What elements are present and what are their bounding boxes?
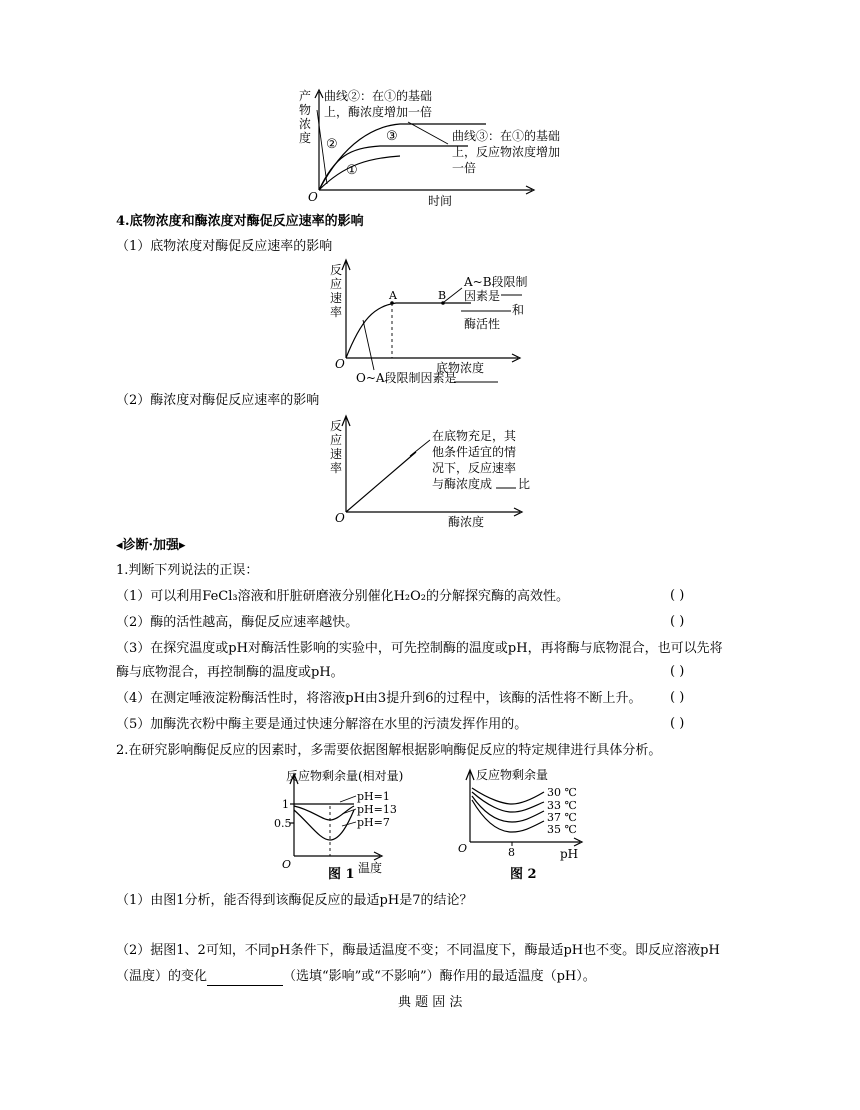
subheading-2: （2）酶浓度对酶促反应速率的影响 — [116, 393, 320, 408]
fig-enz-origin: O — [335, 511, 345, 525]
fig-sub-ylabel-3: 速 — [330, 291, 343, 305]
fig-enz-ylabel-1: 反 — [330, 419, 343, 433]
fig2-series-37: 37 ℃ — [547, 811, 577, 824]
figure-1 — [272, 768, 412, 876]
curve-label-2: ② — [326, 137, 338, 152]
fig1-xlabel: 温度 — [358, 861, 383, 875]
fig1-ytick-05: 0.5 — [274, 817, 292, 830]
note-enz-1: 在底物充足，其 — [432, 429, 517, 443]
q2-title: 2.在研究影响酶促反应的因素时，多需要依据图解根据影响酶促反应的特定规律进行具体分析。 — [116, 743, 662, 758]
curve-label-3: ③ — [386, 129, 398, 144]
enzyme-concentration-figure — [326, 414, 536, 530]
figure-2 — [456, 766, 596, 876]
fig1-caption: 图 1 — [328, 867, 355, 882]
q1-item-4: （4）在测定唾液淀粉酶活性时，将溶液pH由3提升到6的过程中，该酶的活性将不断上升。 — [116, 691, 642, 706]
fig2-series-33: 33 ℃ — [547, 799, 577, 812]
fig-top-ylabel-3: 浓 — [299, 117, 312, 131]
q1-paren-3: ( ) — [670, 664, 685, 679]
note-enz-5: 比 — [518, 477, 531, 491]
fig2-series-30: 30 ℃ — [547, 786, 577, 799]
fig1-ytick-1: 1 — [282, 798, 289, 811]
note-ab-line3: 酶活性 — [464, 317, 501, 331]
q1-title: 1.判断下列说法的正误： — [116, 563, 259, 578]
fig1-origin: O — [282, 858, 292, 871]
q1-paren-5: ( ) — [670, 716, 685, 731]
fig-sub-ylabel-4: 率 — [330, 305, 343, 319]
fig2-origin: O — [458, 842, 468, 855]
answer-blank[interactable] — [207, 971, 283, 986]
section-diagnosis: ◂诊断·加强▸ — [116, 538, 186, 553]
fig2-series-35: 35 ℃ — [547, 823, 577, 836]
q2-part2-line2 — [116, 968, 596, 986]
q2-part2-pre: （温度）的变化 — [116, 969, 208, 984]
q1-paren-4: ( ) — [670, 690, 685, 705]
heading-4: 4.底物浓度和酶浓度对酶促反应速率的影响 — [116, 214, 364, 229]
fig1-series-ph1: pH=1 — [357, 790, 390, 803]
fig2-ylabel: 反应物剩余量 — [476, 768, 549, 782]
note-ab-and: 和 — [512, 303, 525, 317]
subheading-1: （1）底物浓度对酶促反应速率的影响 — [116, 239, 333, 254]
note3-line3: 一倍 — [452, 161, 477, 175]
q1-item-3: （3）在探究温度或pH对酶活性影响的实验中，可先控制酶的温度或pH，再将酶与底物混合，也可以先将 — [116, 641, 723, 656]
product-concentration-figure — [290, 86, 590, 208]
fig2-xlabel: pH — [560, 847, 579, 861]
curve-label-1: ① — [346, 163, 358, 178]
q1-paren-2: ( ) — [670, 614, 685, 629]
fig-top-ylabel-1: 产 — [299, 89, 312, 103]
fig-sub-ylabel-1: 反 — [330, 263, 343, 277]
q1-item-3-cont: 酶与底物混合，再控制酶的温度或pH。 — [116, 665, 344, 680]
q2-part2-line1: （2）据图1、2可知，不同pH条件下，酶最适温度不变；不同温度下，酶最适pH也不变。即反应溶液pH — [116, 943, 720, 958]
q2-part2-post: （选填“影响”或“不影响”）酶作用的最适温度（pH）。 — [283, 969, 596, 984]
note-enz-4: 与酶浓度成 — [432, 477, 493, 491]
note-ab-line1: A~B段限制 — [464, 275, 528, 289]
substrate-concentration-figure — [326, 258, 546, 388]
q2-part1: （1）由图1分析，能否得到该酶促反应的最适pH是7的结论？ — [116, 893, 473, 908]
note-enz-3: 况下，反应速率 — [432, 461, 517, 475]
footer-heading: 典 题 固 法 — [398, 995, 463, 1010]
fig2-caption: 图 2 — [510, 867, 537, 882]
fig-top-xlabel: 时间 — [428, 194, 453, 208]
note2-line2: 上，酶浓度增加一倍 — [324, 105, 433, 119]
note-oa: O~A段限制因素是 — [356, 371, 457, 385]
fig1-series-ph13: pH=13 — [357, 803, 397, 816]
note3-line2: 上，反应物浓度增加 — [452, 145, 561, 159]
point-b-label: B — [438, 289, 447, 302]
fig-sub-xlabel: 底物浓度 — [436, 361, 485, 375]
fig-top-origin: O — [308, 190, 318, 204]
fig2-xtick: 8 — [508, 846, 515, 859]
q1-item-2: （2）酶的活性越高，酶促反应速率越快。 — [116, 615, 359, 630]
fig-enz-ylabel-4: 率 — [330, 461, 343, 475]
fig1-series-ph7: pH=7 — [357, 816, 390, 829]
fig-top-ylabel-4: 度 — [299, 131, 312, 145]
fig-enz-ylabel-3: 速 — [330, 447, 343, 461]
fig-enz-xlabel: 酶浓度 — [448, 515, 485, 529]
point-a-label: A — [389, 289, 397, 302]
fig-sub-origin: O — [335, 357, 345, 371]
q1-paren-1: ( ) — [670, 588, 685, 603]
fig1-ylabel: 反应物剩余量(相对量) — [286, 769, 404, 783]
q1-item-1: （1）可以利用FeCl₃溶液和肝脏研磨液分别催化H₂O₂的分解探究酶的高效性。 — [116, 589, 570, 604]
note3-line1: 曲线③：在①的基础 — [452, 129, 561, 143]
fig-sub-ylabel-2: 应 — [330, 277, 343, 291]
note-ab-line2: 因素是 — [464, 289, 501, 303]
note2-line1: 曲线②：在①的基础 — [324, 89, 433, 103]
note-enz-2: 他条件适宜的情 — [432, 445, 517, 459]
fig-top-ylabel-2: 物 — [299, 103, 312, 117]
fig-enz-ylabel-2: 应 — [330, 433, 343, 447]
q1-item-5: （5）加酶洗衣粉中酶主要是通过快速分解溶在水里的污渍发挥作用的。 — [116, 717, 528, 732]
